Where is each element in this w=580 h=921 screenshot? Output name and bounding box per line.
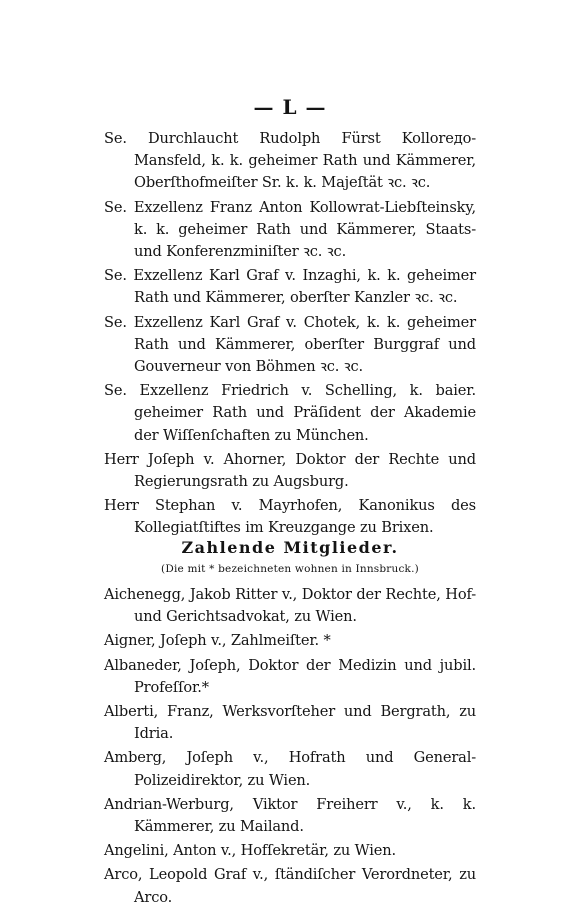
list-item: Se. Durchlaucht Rudolph Fürst Kollorедо-Mansfeld, k. k. geheimer Rath und Kämmerer, Oberſthofmeiſter Sr. k. k. Majeſtät ꝛc. ꝛc. <box>104 130 476 192</box>
list-item: Angelini, Anton v., Hofſekretär, zu Wien. <box>104 842 396 860</box>
page-number: — L — <box>253 95 327 119</box>
list-item: Aigner, Joſeph v., Zahlmeiſter. * <box>104 632 331 650</box>
list-item: Amberg, Joſeph v., Hofrath und General-Polizeidirektor, zu Wien. <box>104 749 476 789</box>
list-item: Arco, Leopold Graf v., ſtändiſcher Verordneter, zu Arco. <box>104 866 476 906</box>
list-item: Se. Exzellenz Karl Graf v. Inzaghi, k. k. geheimer Rath und Kämmerer, oberſter Kanzler ꝛc. ꝛc. <box>104 267 476 307</box>
list-item: Aichenegg, Jakob Ritter v., Doktor der Rechte, Hof- und Gerichtsadvokat, zu Wien. <box>104 586 476 626</box>
list-item: Albaneder, Joſeph, Doktor der Medizin und jubil. Profeſſor.* <box>104 656 476 696</box>
list-item: Herr Joſeph v. Ahorner, Doktor der Rechte und Regierungsrath zu Augsburg. <box>104 450 476 491</box>
list-item: Se. Exzellenz Franz Anton Kollowrat-Liebſteinsky, k. k. geheimer Rath und Kämmerer, Staats- und Konferenzminiſter ꝛc. ꝛc. <box>104 198 476 261</box>
paying-members-list <box>0 584 580 909</box>
section-heading: Zahlende Mitglieder. <box>181 538 399 557</box>
list-item: Herr Stephan v. Mayrhofen, Kanonikus des Kollegiatſtiftes im Kreuzgange zu Brixen. <box>104 497 476 537</box>
list-item: Andrian-Werburg, Viktor Freiherr v., k. k. Kämmerer, zu Mailand. <box>104 795 476 836</box>
list-item: Se. Exzellenz Karl Graf v. Chotek, k. k. geheimer Rath und Kämmerer, oberſter Burggraf und Gouverneur von Böhmen ꝛc. ꝛc. <box>104 313 476 376</box>
list-item: Se. Exzellenz Friedrich v. Schelling, k. baier. geheimer Rath und Präſident der Akademie der Wiſſenſchaften zu München. <box>104 382 476 444</box>
list-item: Alberti, Franz, Werksvorſteher und Bergrath, zu Idria. <box>104 703 476 743</box>
honorary-members-list <box>0 128 580 540</box>
section-note: (Die mit * bezeichneten wohnen in Innsbruck.) <box>161 563 419 575</box>
